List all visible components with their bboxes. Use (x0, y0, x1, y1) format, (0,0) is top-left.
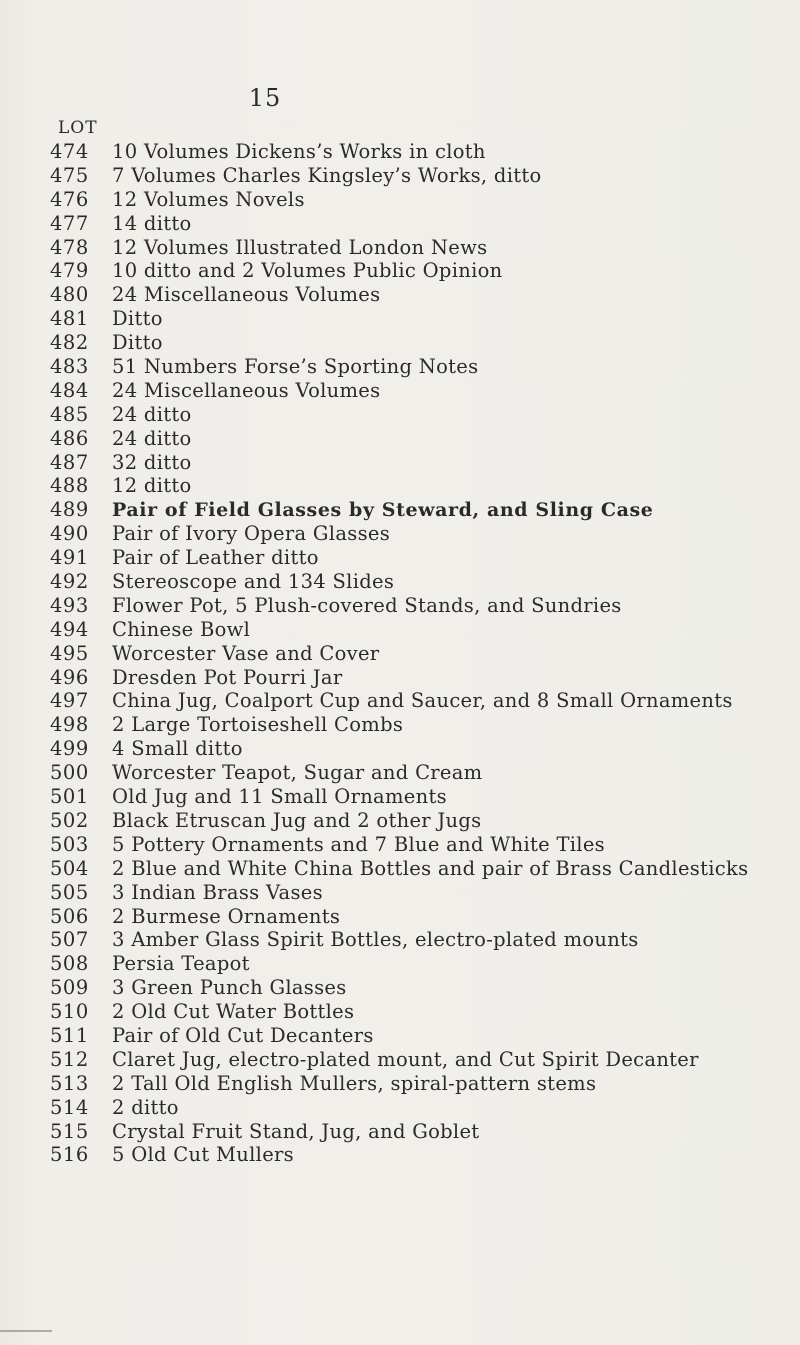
lot-description: Dresden Pot Pourri Jar (112, 665, 343, 689)
lot-number: 512 (50, 1047, 89, 1071)
lot-number: 477 (50, 211, 89, 235)
lot-description: 51 Numbers Forse’s Sporting Notes (112, 355, 479, 379)
lot-number: 498 (50, 713, 89, 737)
lot-number: 510 (50, 1000, 89, 1024)
lot-number: 491 (50, 546, 89, 570)
lot-description: Crystal Fruit Stand, Jug, and Goblet (112, 1119, 480, 1143)
lot-number: 488 (50, 474, 89, 498)
lot-row (0, 833, 800, 857)
lot-description: 24 ditto (112, 402, 192, 426)
lot-description: Stereoscope and 134 Slides (112, 570, 395, 594)
lot-description: 4 Small ditto (112, 737, 243, 761)
lot-number: 490 (50, 522, 89, 546)
lot-description: 2 Tall Old English Mullers, spiral-pattern stems (112, 1071, 597, 1095)
lot-row (0, 713, 800, 737)
page-number: 15 (248, 84, 282, 112)
lot-row (0, 666, 800, 690)
lot-row (0, 451, 800, 475)
lot-description: Pair of Ivory Opera Glasses (112, 522, 391, 546)
lot-row (0, 905, 800, 929)
lot-description: 2 Blue and White China Bottles and pair of Brass Candlesticks (112, 856, 749, 880)
lot-description: 32 ditto (112, 450, 192, 474)
lot-description: 10 Volumes Dickens’s Works in cloth (112, 140, 486, 163)
lot-description: 10 ditto and 2 Volumes Public Opinion (112, 259, 503, 283)
lot-number: 503 (50, 832, 89, 856)
lot-number: 485 (50, 402, 89, 426)
lot-list (0, 140, 800, 1167)
lot-row (0, 1000, 800, 1024)
lot-row (0, 618, 800, 642)
lot-description: 24 Miscellaneous Volumes (112, 378, 381, 402)
lot-row (0, 809, 800, 833)
lot-description: Black Etruscan Jug and 2 other Jugs (112, 808, 482, 832)
lot-row (0, 259, 800, 283)
lot-description: Persia Teapot (112, 952, 250, 976)
lot-description: Old Jug and 11 Small Ornaments (112, 785, 447, 809)
lot-column-header: LOT (58, 118, 98, 138)
lot-row (0, 594, 800, 618)
lot-number: 513 (50, 1071, 89, 1095)
lot-number: 497 (50, 689, 89, 713)
lot-row (0, 737, 800, 761)
lot-row (0, 1072, 800, 1096)
lot-description: 2 Burmese Ornaments (112, 904, 341, 928)
lot-number: 516 (50, 1143, 89, 1167)
lot-number: 508 (50, 952, 89, 976)
lot-row (0, 331, 800, 355)
lot-row (0, 546, 800, 570)
lot-row (0, 976, 800, 1000)
lot-description: 24 ditto (112, 426, 192, 450)
lot-row (0, 1120, 800, 1144)
lot-description: Pair of Old Cut Decanters (112, 1023, 374, 1047)
lot-row (0, 785, 800, 809)
lot-description: Pair of Field Glasses by Steward, and Sling Case (112, 499, 654, 522)
lot-description: Worcester Teapot, Sugar and Cream (112, 761, 483, 785)
lot-number: 509 (50, 976, 89, 1000)
lot-row (0, 1096, 800, 1120)
lot-row (0, 236, 800, 260)
lot-description: 5 Old Cut Mullers (112, 1143, 294, 1167)
lot-row (0, 188, 800, 212)
lot-description: 7 Volumes Charles Kingsley’s Works, ditto (112, 163, 542, 187)
lot-description: Worcester Vase and Cover (112, 641, 380, 665)
lot-description: 14 ditto (112, 211, 192, 235)
lot-row (0, 857, 800, 881)
lot-description: Claret Jug, electro-plated mount, and Cut Spirit Decanter (112, 1047, 699, 1071)
edge-mark (0, 1330, 52, 1332)
lot-number: 515 (50, 1119, 89, 1143)
lot-number: 475 (50, 163, 89, 187)
lot-number: 504 (50, 856, 89, 880)
lot-number: 505 (50, 880, 89, 904)
lot-description: 2 ditto (112, 1095, 179, 1119)
lot-number: 476 (50, 187, 89, 211)
lot-row (0, 522, 800, 546)
lot-number: 493 (50, 593, 89, 617)
lot-row (0, 952, 800, 976)
lot-description: 3 Green Punch Glasses (112, 976, 347, 1000)
lot-row (0, 498, 800, 522)
lot-row (0, 881, 800, 905)
lot-description: 12 Volumes Novels (112, 187, 305, 211)
lot-number: 495 (50, 641, 89, 665)
lot-description: 12 Volumes Illustrated London News (112, 235, 488, 259)
lot-row (0, 355, 800, 379)
lot-number: 486 (50, 426, 89, 450)
lot-row (0, 403, 800, 427)
lot-description: 5 Pottery Ornaments and 7 Blue and White Tiles (112, 832, 605, 856)
lot-row (0, 379, 800, 403)
lot-number: 502 (50, 808, 89, 832)
lot-row (0, 570, 800, 594)
lot-number: 500 (50, 761, 89, 785)
lot-number: 478 (50, 235, 89, 259)
lot-row (0, 212, 800, 236)
lot-row (0, 427, 800, 451)
lot-row (0, 140, 800, 164)
lot-number: 489 (50, 498, 89, 522)
lot-number: 501 (50, 785, 89, 809)
lot-description: Chinese Bowl (112, 617, 251, 641)
lot-number: 494 (50, 617, 89, 641)
lot-row (0, 1024, 800, 1048)
lot-row (0, 164, 800, 188)
lot-description: 12 ditto (112, 474, 192, 498)
lot-description: 24 Miscellaneous Volumes (112, 283, 381, 307)
lot-description: Ditto (112, 331, 163, 355)
lot-description: Pair of Leather ditto (112, 546, 319, 570)
lot-row (0, 761, 800, 785)
lot-number: 496 (50, 665, 89, 689)
lot-number: 487 (50, 450, 89, 474)
lot-description: 2 Large Tortoiseshell Combs (112, 713, 404, 737)
lot-description: 3 Amber Glass Spirit Bottles, electro-plated mounts (112, 928, 639, 952)
lot-description: Ditto (112, 307, 163, 331)
lot-row (0, 642, 800, 666)
lot-number: 480 (50, 283, 89, 307)
lot-row (0, 474, 800, 498)
lot-row (0, 928, 800, 952)
lot-number: 506 (50, 904, 89, 928)
lot-number: 507 (50, 928, 89, 952)
lot-description: 3 Indian Brass Vases (112, 880, 323, 904)
lot-number: 484 (50, 378, 89, 402)
lot-number: 483 (50, 355, 89, 379)
lot-row (0, 689, 800, 713)
lot-description: Flower Pot, 5 Plush-covered Stands, and Sundries (112, 593, 622, 617)
lot-number: 514 (50, 1095, 89, 1119)
lot-description: China Jug, Coalport Cup and Saucer, and 8 Small Ornaments (112, 689, 733, 713)
lot-number: 492 (50, 570, 89, 594)
lot-row (0, 283, 800, 307)
lot-number: 474 (50, 140, 89, 163)
lot-description: 2 Old Cut Water Bottles (112, 1000, 355, 1024)
lot-number: 482 (50, 331, 89, 355)
lot-row (0, 307, 800, 331)
lot-row (0, 1048, 800, 1072)
lot-number: 511 (50, 1023, 89, 1047)
lot-number: 479 (50, 259, 89, 283)
lot-row (0, 1143, 800, 1167)
lot-number: 481 (50, 307, 89, 331)
lot-number: 499 (50, 737, 89, 761)
